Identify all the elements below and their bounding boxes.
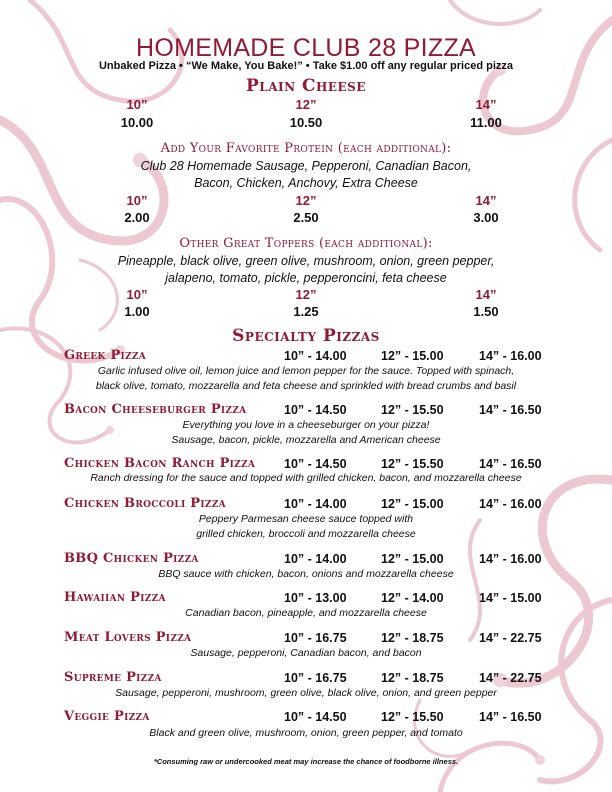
meat-lovers-pizza-price-14: 14” - 22.75 xyxy=(479,631,542,645)
supreme-pizza-name: Supreme Pizza xyxy=(64,670,162,685)
menu-title: HOMEMADE CLUB 28 PIZZA xyxy=(136,34,476,62)
protein-size-12: 12” xyxy=(295,193,317,208)
chicken-bacon-ranch-pizza-price-12: 12” - 15.50 xyxy=(381,457,444,471)
chicken-bacon-ranch-pizza-price-10: 10” - 14.50 xyxy=(284,457,347,471)
bbq-chicken-pizza-desc-line1: BBQ sauce with chicken, bacon, onions and mozzarella cheese xyxy=(158,568,454,580)
chicken-broccoli-pizza-price-10: 10” - 14.00 xyxy=(284,497,347,511)
chicken-broccoli-pizza-name: Chicken Broccoli Pizza xyxy=(64,496,226,511)
plain-price-12: 10.50 xyxy=(289,115,323,130)
bacon-cheeseburger-pizza-price-10: 10” - 14.50 xyxy=(284,403,347,417)
hawaiian-pizza-price-12: 12” - 14.00 xyxy=(381,591,444,605)
toppers-heading: Other Great Toppers (each additional): xyxy=(179,236,433,251)
meat-lovers-pizza-desc-line1: Sausage, pepperoni, Canadian bacon, and bacon xyxy=(190,647,422,659)
toppers-size-12: 12” xyxy=(295,287,317,302)
veggie-pizza-price-12: 12” - 15.50 xyxy=(381,710,444,724)
greek-pizza-price-10: 10” - 14.00 xyxy=(284,349,347,363)
greek-pizza-desc-line1: Garlic infused olive oil, lemon juice and lemon pepper for the sauce. Topped with spinach, xyxy=(97,365,515,377)
greek-pizza-name: Greek Pizza xyxy=(64,348,147,363)
supreme-pizza-price-12: 12” - 18.75 xyxy=(381,671,444,685)
veggie-pizza-desc-line1: Black and green olive, mushroom, onion, green pepper, and tomato xyxy=(149,727,463,739)
bacon-cheeseburger-pizza-name: Bacon Cheeseburger Pizza xyxy=(64,402,247,417)
supreme-pizza-desc-line1: Sausage, pepperoni, mushroom, green olive, black olive, onion, and green pepper xyxy=(115,687,497,699)
veggie-pizza-name: Veggie Pizza xyxy=(64,709,150,724)
protein-items-line1: Club 28 Homemade Sausage, Pepperoni, Canadian Bacon, xyxy=(140,159,472,173)
toppers-price-14: 1.50 xyxy=(473,304,499,319)
protein-heading: Add Your Favorite Protein (each additional): xyxy=(160,141,452,156)
supreme-pizza-price-14: 14” - 22.75 xyxy=(479,671,542,685)
protein-size-10: 10” xyxy=(126,193,148,208)
veggie-pizza-price-10: 10” - 14.50 xyxy=(284,710,347,724)
supreme-pizza-price-10: 10” - 16.75 xyxy=(284,671,347,685)
protein-price-14: 3.00 xyxy=(473,210,499,225)
toppers-size-10: 10” xyxy=(126,287,148,302)
toppers-items-line2: jalapeno, tomato, pickle, pepperoncini, feta cheese xyxy=(165,271,447,285)
veggie-pizza-price-14: 14” - 16.50 xyxy=(479,710,542,724)
hawaiian-pizza-price-10: 10” - 13.00 xyxy=(284,591,347,605)
chicken-bacon-ranch-pizza-desc-line1: Ranch dressing for the sauce and topped with grilled chicken, bacon, and mozzarella cheese xyxy=(90,472,522,484)
toppers-items-line1: Pineapple, black olive, green olive, mushroom, onion, green pepper, xyxy=(117,254,495,268)
bbq-chicken-pizza-price-14: 14” - 16.00 xyxy=(479,552,542,566)
chicken-broccoli-pizza-desc-line1: Peppery Parmesan cheese sauce topped with xyxy=(198,513,414,525)
bacon-cheeseburger-pizza-desc-line2: Sausage, bacon, pickle, mozzarella and American cheese xyxy=(171,434,441,446)
menu-tagline: Unbaked Pizza • “We Make, You Bake!” • Take $1.00 off any regular priced pizza xyxy=(98,60,514,72)
protein-items-line2: Bacon, Chicken, Anchovy, Extra Cheese xyxy=(194,176,418,190)
specialty-heading: Specialty Pizzas xyxy=(232,326,380,346)
hawaiian-pizza-name: Hawaiian Pizza xyxy=(64,590,166,605)
chicken-broccoli-pizza-price-12: 12” - 15.00 xyxy=(381,497,444,511)
toppers-price-12: 1.25 xyxy=(293,304,319,319)
plain-cheese-heading: Plain Cheese xyxy=(245,76,366,96)
bacon-cheeseburger-pizza-desc-line1: Everything you love in a cheeseburger on your pizza! xyxy=(182,419,430,431)
bacon-cheeseburger-pizza-price-12: 12” - 15.50 xyxy=(381,403,444,417)
protein-price-12: 2.50 xyxy=(293,210,319,225)
greek-pizza-desc-line2: black olive, tomato, mozzarella and feta cheese and sprinkled with bread crumbs and basil xyxy=(95,380,517,392)
chicken-broccoli-pizza-desc-line2: grilled chicken, broccoli and mozzarella cheese xyxy=(196,528,416,540)
hawaiian-pizza-desc-line1: Canadian bacon, pineapple, and mozzarella cheese xyxy=(185,607,427,619)
toppers-price-10: 1.00 xyxy=(124,304,150,319)
chicken-broccoli-pizza-price-14: 14” - 16.00 xyxy=(479,497,542,511)
bbq-chicken-pizza-name: BBQ Chicken Pizza xyxy=(64,551,199,566)
greek-pizza-price-14: 14” - 16.00 xyxy=(479,349,542,363)
protein-size-14: 14” xyxy=(475,193,497,208)
hawaiian-pizza-price-14: 14” - 15.00 xyxy=(479,591,542,605)
protein-price-10: 2.00 xyxy=(124,210,150,225)
chicken-bacon-ranch-pizza-price-14: 14” - 16.50 xyxy=(479,457,542,471)
plain-size-12: 12” xyxy=(295,97,317,112)
toppers-size-14: 14” xyxy=(475,287,497,302)
greek-pizza-price-12: 12” - 15.00 xyxy=(381,349,444,363)
meat-lovers-pizza-name: Meat Lovers Pizza xyxy=(64,630,192,645)
plain-size-14: 14” xyxy=(475,97,497,112)
meat-lovers-pizza-price-12: 12” - 18.75 xyxy=(381,631,444,645)
chicken-bacon-ranch-pizza-name: Chicken Bacon Ranch Pizza xyxy=(64,456,256,471)
bbq-chicken-pizza-price-12: 12” - 15.00 xyxy=(381,552,444,566)
meat-lovers-pizza-price-10: 10” - 16.75 xyxy=(284,631,347,645)
bacon-cheeseburger-pizza-price-14: 14” - 16.50 xyxy=(479,403,542,417)
plain-price-14: 11.00 xyxy=(470,115,502,130)
foodborne-illness-disclaimer: *Consuming raw or undercooked meat may increase the chance of foodborne illness. xyxy=(153,757,459,766)
bbq-chicken-pizza-price-10: 10” - 14.00 xyxy=(284,552,347,566)
plain-price-10: 10.00 xyxy=(120,115,154,130)
plain-size-10: 10” xyxy=(126,97,148,112)
